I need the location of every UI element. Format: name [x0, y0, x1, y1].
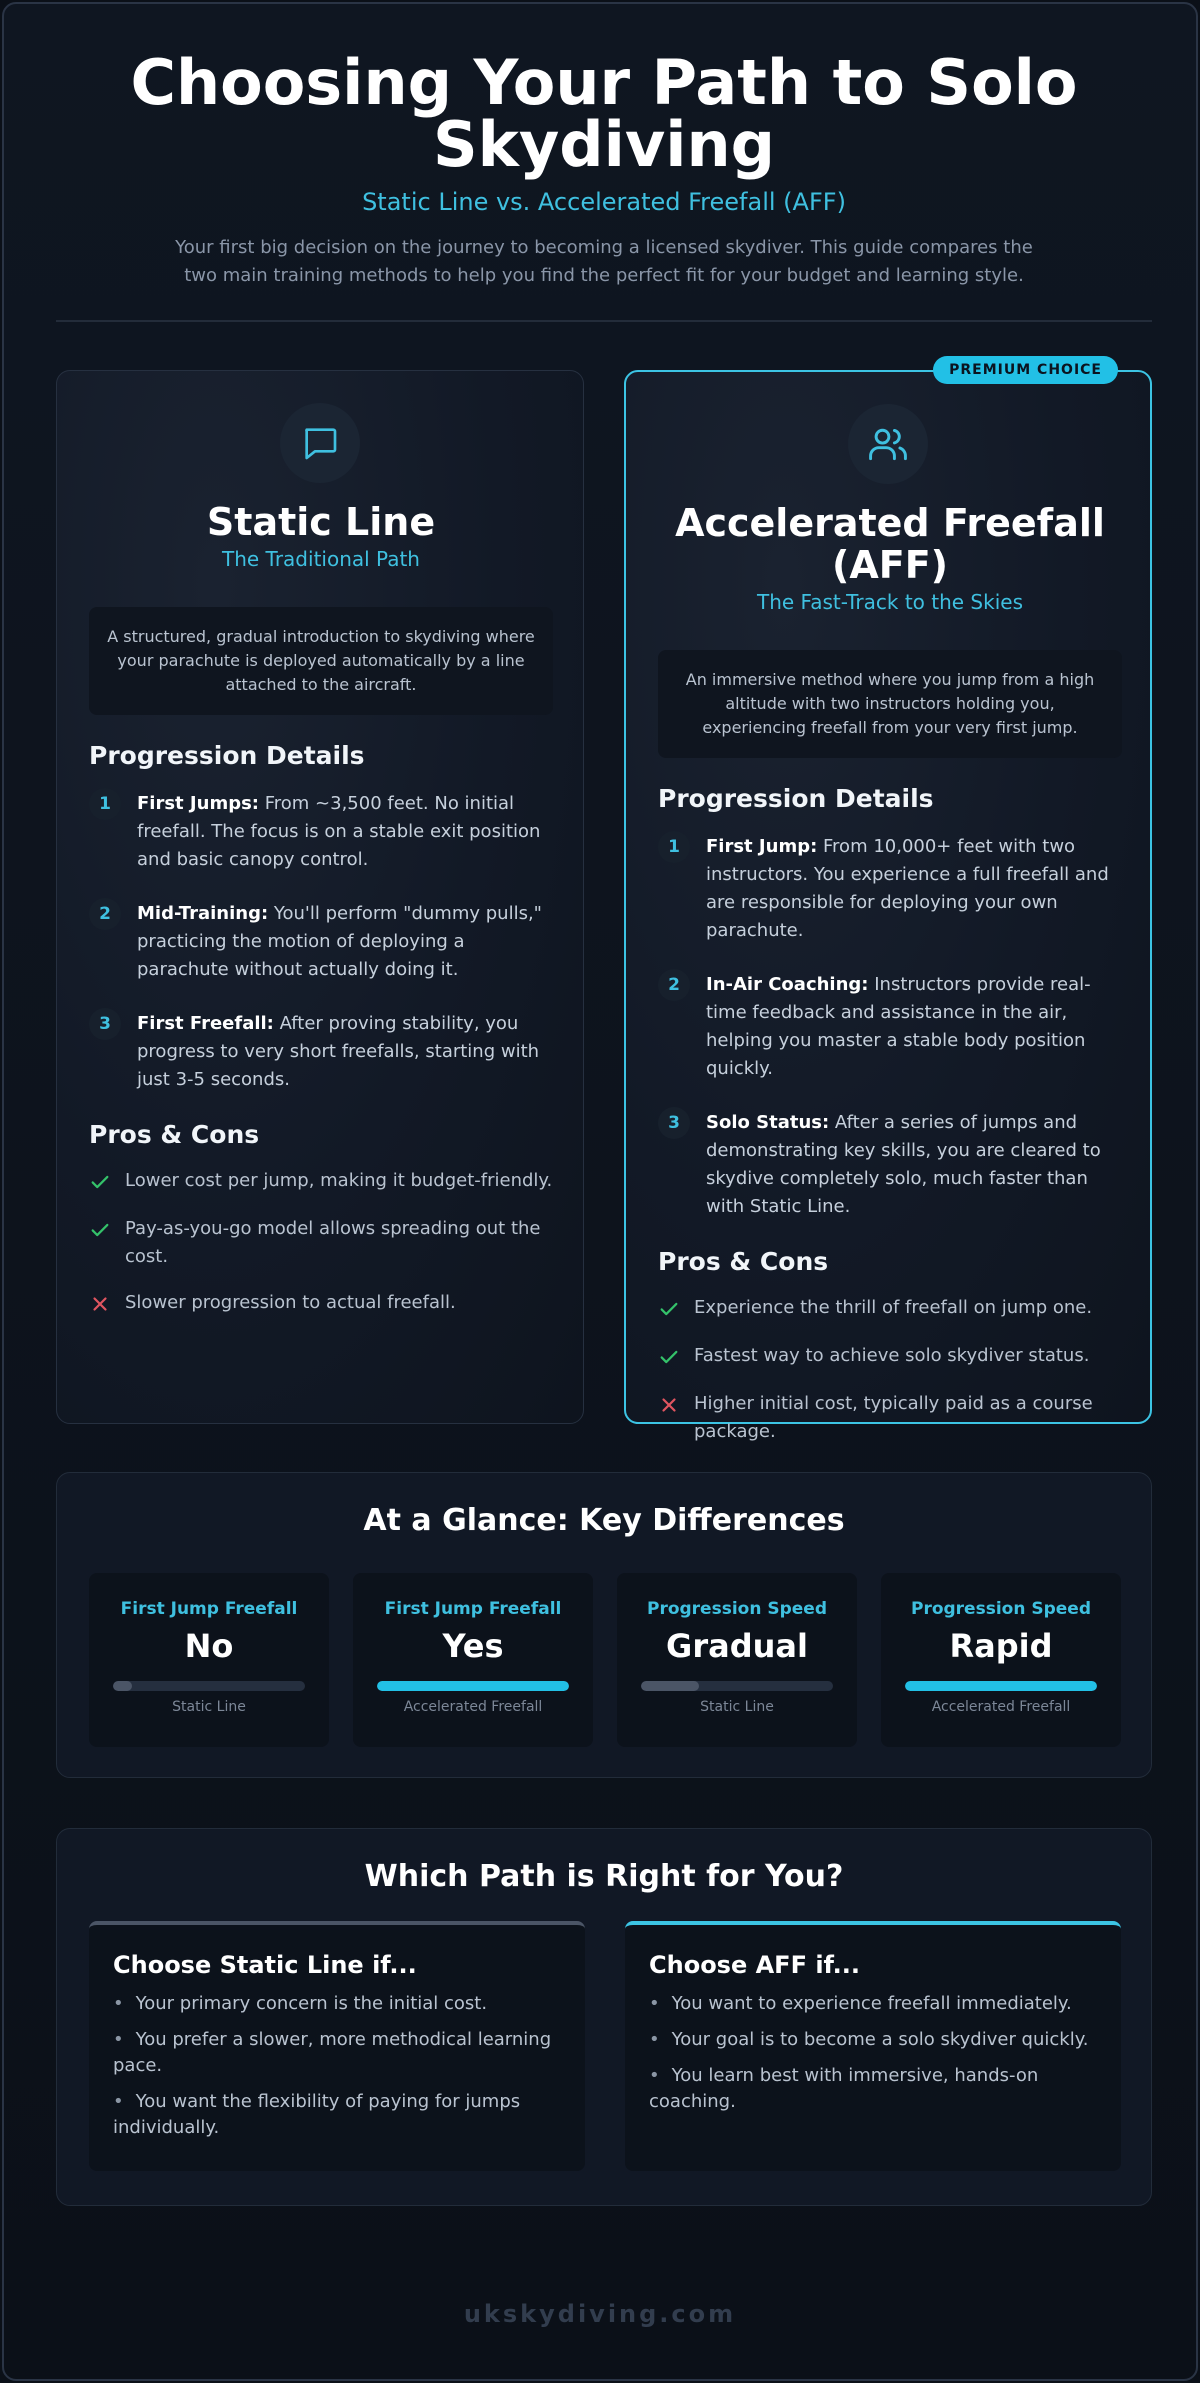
con-item	[658, 1390, 1122, 1446]
header-divider	[56, 320, 1152, 322]
recommendation-item	[649, 2063, 1097, 2115]
page-header	[56, 46, 1152, 290]
recommendation-item	[649, 1991, 1097, 2017]
step-description: From 10,000+ feet with two instructors. You experience a full freefall and are responsible for deploying your own parachute.	[706, 836, 1109, 941]
aff-progression-heading: Progression Details	[658, 784, 934, 813]
aff-card	[624, 362, 1152, 1442]
aff-pros-cons	[658, 1294, 1122, 1446]
pro-item	[89, 1167, 553, 1197]
aff-pros-cons-heading: Pros & Cons	[658, 1247, 829, 1276]
comparison-card	[89, 1573, 329, 1747]
step-label: First Jump:	[706, 836, 818, 857]
static-line-description: A structured, gradual introduction to skydiving where your parachute is deployed automatically by a line attached to the aircraft.	[89, 607, 553, 715]
progression-step	[89, 790, 553, 874]
step-number: 3	[658, 1107, 690, 1139]
static-line-title: Static Line	[206, 500, 436, 544]
comparison-bar-fill	[905, 1681, 1097, 1691]
premium-badge: PREMIUM CHOICE	[933, 356, 1118, 384]
bullet-icon: •	[649, 2029, 660, 2050]
recommendation-text: You want to experience freefall immediately.	[671, 1993, 1072, 2014]
choose-static-line-card	[89, 1921, 585, 2171]
step-description: You'll perform "dummy pulls," practicing the motion of deploying a parachute without actually doing it.	[137, 903, 542, 980]
step-number: 2	[89, 898, 121, 930]
pro-item	[658, 1342, 1122, 1372]
aff-tagline: The Fast-Track to the Skies	[757, 590, 1023, 614]
pros-cons-text: Lower cost per jump, making it budget-friendly.	[125, 1170, 553, 1191]
step-description: After proving stability, you progress to very short freefalls, starting with just 3-5 seconds.	[137, 1013, 540, 1090]
comparison-method: Static Line	[172, 1699, 246, 1715]
page-frame	[2, 2, 1198, 2381]
comparison-card	[353, 1573, 593, 1747]
recommendation-text: You prefer a slower, more methodical learning pace.	[113, 2029, 552, 2076]
pros-cons-text: Pay-as-you-go model allows spreading out the cost.	[125, 1218, 541, 1267]
recommendation-text: Your primary concern is the initial cost.	[135, 1993, 488, 2014]
progression-step	[89, 900, 553, 984]
pro-item	[658, 1294, 1122, 1324]
step-description: From ~3,500 feet. No initial freefall. The focus is on a stable exit position and basic canopy control.	[137, 793, 541, 870]
recommendation-text: Your goal is to become a solo skydiver quickly.	[671, 2029, 1089, 2050]
at-a-glance-title: At a Glance: Key Differences	[363, 1503, 845, 1538]
which-path-section	[56, 1828, 1152, 2206]
comparison-value: Rapid	[949, 1627, 1053, 1665]
comparison-bar-fill	[641, 1681, 699, 1691]
page-title: Choosing Your Path to Solo Skydiving	[130, 46, 1078, 181]
chat-bubble-icon	[280, 403, 360, 483]
bullet-icon: •	[649, 2065, 660, 2086]
which-path-title: Which Path is Right for You?	[364, 1859, 844, 1894]
step-description: Instructors provide real-time feedback and assistance in the air, helping you master a stable body position quickly.	[706, 974, 1091, 1079]
check-icon	[658, 1294, 694, 1324]
check-icon	[658, 1342, 694, 1372]
cross-icon	[658, 1390, 694, 1446]
step-text	[706, 1109, 1122, 1221]
static-line-tagline: The Traditional Path	[222, 547, 420, 571]
step-label: In-Air Coaching:	[706, 974, 869, 995]
step-description: After a series of jumps and demonstrating key skills, you are cleared to skydive completely solo, much faster than with Static Line.	[706, 1112, 1101, 1217]
comparison-bar-fill	[377, 1681, 569, 1691]
comparison-method: Accelerated Freefall	[403, 1699, 543, 1715]
cross-icon	[89, 1289, 125, 1319]
comparison-card	[617, 1573, 857, 1747]
step-label: Mid-Training:	[137, 903, 269, 924]
comparison-label: First Jump Freefall	[120, 1599, 298, 1619]
pros-cons-text: Slower progression to actual freefall.	[125, 1292, 456, 1313]
bullet-icon: •	[649, 1993, 660, 2014]
step-text	[137, 790, 553, 874]
step-label: First Jumps:	[137, 793, 259, 814]
pros-cons-text: Fastest way to achieve solo skydiver status.	[694, 1345, 1090, 1366]
check-icon	[89, 1167, 125, 1197]
choose-aff-heading: Choose AFF if...	[649, 1951, 861, 1979]
at-a-glance-section	[56, 1472, 1152, 1778]
recommendation-text: You want the flexibility of paying for jumps individually.	[113, 2091, 521, 2138]
footer-site-name[interactable]: ukskydiving.com	[463, 2300, 737, 2328]
comparison-bar	[377, 1681, 569, 1691]
step-text	[137, 1010, 553, 1094]
step-number: 1	[658, 831, 690, 863]
choose-aff-card	[625, 1921, 1121, 2171]
aff-title: Accelerated Freefall (AFF)	[675, 501, 1105, 587]
con-item	[89, 1289, 553, 1319]
recommendation-item	[649, 2027, 1097, 2053]
static-line-card	[56, 370, 584, 1424]
step-text	[137, 900, 553, 984]
recommendation-item	[113, 2089, 561, 2141]
check-icon	[89, 1215, 125, 1271]
bullet-icon: •	[113, 2091, 124, 2112]
comparison-value: No	[184, 1627, 234, 1665]
choose-static-line-heading: Choose Static Line if...	[113, 1951, 417, 1979]
recommendation-text: You learn best with immersive, hands-on coaching.	[649, 2065, 1039, 2112]
pro-item	[89, 1215, 553, 1271]
pros-cons-text: Experience the thrill of freefall on jump one.	[694, 1297, 1093, 1318]
step-number: 3	[89, 1008, 121, 1040]
step-text	[706, 833, 1122, 945]
bullet-icon: •	[113, 2029, 124, 2050]
step-label: First Freefall:	[137, 1013, 274, 1034]
comparison-method: Static Line	[700, 1699, 774, 1715]
progression-step	[89, 1010, 553, 1094]
static-line-pros-cons	[89, 1167, 553, 1319]
step-number: 2	[658, 969, 690, 1001]
progression-step	[658, 1109, 1122, 1221]
recommendation-item	[113, 2027, 561, 2079]
recommendation-item	[113, 1991, 561, 2017]
comparison-bar	[113, 1681, 305, 1691]
step-text	[706, 971, 1122, 1083]
comparison-card	[881, 1573, 1121, 1747]
comparison-label: Progression Speed	[646, 1599, 827, 1619]
bullet-icon: •	[113, 1993, 124, 2014]
comparison-label: First Jump Freefall	[384, 1599, 562, 1619]
pros-cons-text: Higher initial cost, typically paid as a course package.	[694, 1393, 1093, 1442]
static-line-steps	[89, 790, 553, 1094]
aff-steps	[658, 833, 1122, 1221]
comparison-value: Yes	[442, 1627, 504, 1665]
comparison-label: Progression Speed	[910, 1599, 1091, 1619]
static-line-pros-cons-heading: Pros & Cons	[89, 1120, 260, 1149]
aff-description: An immersive method where you jump from a high altitude with two instructors holding you, experiencing freefall from your very first jump.	[658, 650, 1122, 758]
comparison-bar	[641, 1681, 833, 1691]
comparison-value: Gradual	[666, 1627, 808, 1665]
comparison-method: Accelerated Freefall	[931, 1699, 1071, 1715]
step-label: Solo Status:	[706, 1112, 830, 1133]
comparison-bar-fill	[113, 1681, 132, 1691]
progression-step	[658, 971, 1122, 1083]
static-line-progression-heading: Progression Details	[89, 741, 365, 770]
users-icon	[848, 404, 928, 484]
progression-step	[658, 833, 1122, 945]
page-intro: Your first big decision on the journey to becoming a licensed skydiver. This guide compares the two main training methods to help you find the perfect fit for your budget and learning style.	[175, 237, 1033, 286]
step-number: 1	[89, 788, 121, 820]
comparison-bar	[905, 1681, 1097, 1691]
page-subtitle: Static Line vs. Accelerated Freefall (AFF)	[362, 188, 846, 216]
